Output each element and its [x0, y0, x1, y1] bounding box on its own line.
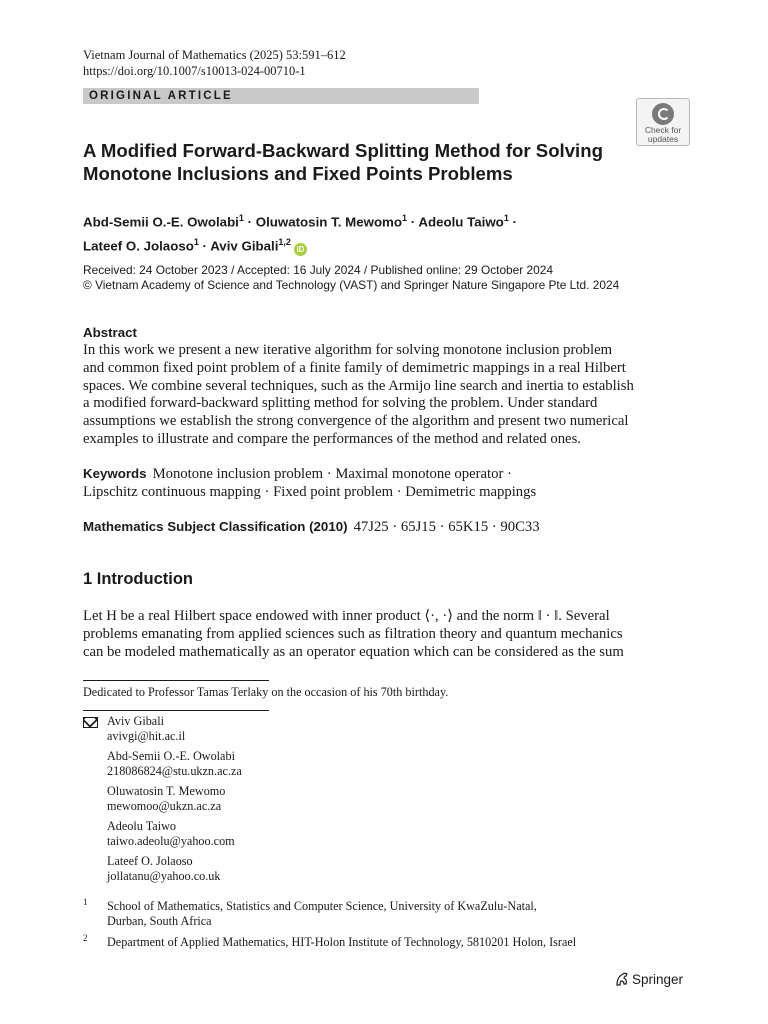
contact-entry	[107, 749, 242, 778]
author-affiliation: 1	[402, 213, 408, 223]
abstract-text	[83, 342, 686, 449]
introduction-text	[83, 607, 686, 662]
dedication-footnote: Dedicated to Professor Tamas Terlaky on the occasion of his 70th birthday.	[83, 685, 449, 699]
keywords-line-2: Lipschitz continuous mapping · Fixed point problem · Demimetric mappings	[83, 484, 537, 500]
affiliation-entry	[83, 935, 686, 950]
contact-email[interactable]: jollatanu@yahoo.co.uk	[107, 868, 221, 883]
intro-line: can be modeled mathematically as an operator equation which can be considered as the sum	[83, 644, 624, 661]
author-name[interactable]: Oluwatosin T. Mewomo	[255, 214, 403, 230]
keywords-heading: Keywords	[83, 466, 147, 481]
affiliation-line: Department of Applied Mathematics, HIT-Holon Institute of Technology, 5810201 Holon, Israel	[107, 935, 577, 949]
contact-name: Lateef O. Jolaoso	[107, 854, 193, 868]
introduction-heading: 1 Introduction	[83, 570, 193, 588]
author-affiliation: 1	[503, 213, 509, 223]
keywords-line-1: Monotone inclusion problem · Maximal monotone operator ·	[152, 466, 512, 482]
contact-email[interactable]: taiwo.adeolu@yahoo.com	[107, 833, 235, 848]
contact-name: Aviv Gibali	[107, 714, 164, 728]
orcid-icon[interactable]: iD	[294, 243, 307, 256]
contact-name: Adeolu Taiwo	[107, 819, 176, 833]
author-separator: ·	[198, 238, 211, 254]
keywords-block	[83, 465, 686, 501]
author-name[interactable]: Aviv Gibali	[210, 238, 279, 254]
author-line-2	[83, 232, 703, 256]
contact-email[interactable]: avivgi@hit.ac.il	[107, 728, 186, 743]
author-name[interactable]: Abd-Semii O.-E. Owolabi	[83, 214, 239, 230]
footnote-divider	[83, 680, 269, 681]
abstract-line: examples to illustrate and compare the performances of the method and related ones.	[83, 430, 581, 447]
abstract-line: In this work we present a new iterative algorithm for solving monotone inclusion problem	[83, 342, 613, 358]
author-separator: ·	[243, 214, 256, 230]
affiliation-number: 2	[83, 933, 88, 943]
abstract-line: and common fixed point problem of a finite family of demimetric mappings in a real Hilbert	[83, 359, 626, 376]
author-separator: ·	[508, 214, 517, 230]
abstract-line: assumptions we establish the strong convergence of the algorithm and present two numerical	[83, 413, 629, 430]
abstract-line: spaces. We combine several techniques, such as the Armijo line search and inertia to establish	[83, 377, 634, 394]
affiliation-list	[83, 899, 686, 956]
title-line-2: Monotone Inclusions and Fixed Points Problems	[83, 163, 513, 184]
author-list	[83, 208, 703, 257]
article-type-label: ORIGINAL ARTICLE	[89, 90, 233, 102]
contact-email[interactable]: mewomoo@ukzn.ac.za	[107, 798, 222, 813]
title-line-1: A Modified Forward-Backward Splitting Method for Solving	[83, 140, 603, 161]
affiliation-entry	[83, 899, 686, 929]
contact-name: Oluwatosin T. Mewomo	[107, 784, 226, 798]
author-name[interactable]: Adeolu Taiwo	[418, 214, 504, 230]
affiliation-line: Durban, South Africa	[107, 914, 212, 928]
article-type-bar	[83, 88, 479, 104]
affiliation-number: 1	[83, 897, 88, 907]
author-name[interactable]: Lateef O. Jolaoso	[83, 238, 194, 254]
springer-horse-icon	[614, 971, 630, 987]
contact-name: Abd-Semii O.-E. Owolabi	[107, 749, 235, 763]
msc-codes: 47J25 · 65J15 · 65K15 · 90C33	[353, 519, 540, 535]
abstract-heading: Abstract	[83, 325, 137, 340]
contact-email[interactable]: 218086824@stu.ukzn.ac.za	[107, 763, 242, 778]
date-history: Received: 24 October 2023 / Accepted: 16 July 2024 / Published online: 29 October 2024	[83, 263, 553, 277]
contact-divider	[83, 710, 269, 711]
check-updates-label-2: updates	[647, 134, 679, 144]
journal-doi[interactable]: https://doi.org/10.1007/s10013-024-00710-1	[83, 64, 306, 78]
msc-heading: Mathematics Subject Classification (2010)	[83, 519, 348, 534]
envelope-icon	[83, 717, 98, 728]
author-line-1	[83, 208, 703, 232]
contact-entry	[107, 714, 242, 743]
intro-line: problems emanating from applied sciences such as filtration theory and quantum mechanics	[83, 626, 623, 643]
paper-title	[83, 139, 643, 185]
check-for-updates-button[interactable]	[636, 98, 690, 146]
contact-list	[107, 714, 242, 889]
author-affiliation: 1	[193, 237, 199, 248]
contact-entry	[107, 854, 242, 883]
contact-entry	[107, 819, 242, 848]
publication-dates	[83, 263, 703, 293]
journal-citation: Vietnam Journal of Mathematics (2025) 53:591–612	[83, 48, 346, 62]
contact-entry	[107, 784, 242, 813]
author-separator: ·	[407, 214, 419, 230]
author-affiliation: 1,2	[278, 237, 291, 248]
check-updates-icon	[652, 103, 674, 125]
intro-line: Let H be a real Hilbert space endowed with inner product ⟨·, ·⟩ and the norm ‖ · ‖. Several	[83, 608, 610, 624]
copyright-line: © Vietnam Academy of Science and Technology (VAST) and Springer Nature Singapore Pte Ltd. 2024	[83, 278, 620, 292]
journal-header	[83, 47, 346, 79]
publisher-logo	[614, 970, 683, 990]
abstract-line: a modified forward-backward splitting method for solving the problem. Under standard	[83, 395, 598, 412]
publisher-name: Springer	[632, 972, 684, 987]
author-affiliation: 1	[238, 213, 244, 223]
msc-block	[83, 518, 686, 536]
check-updates-label-1: Check for	[644, 125, 682, 135]
affiliation-line: School of Mathematics, Statistics and Computer Science, University of KwaZulu-Natal,	[107, 899, 537, 913]
